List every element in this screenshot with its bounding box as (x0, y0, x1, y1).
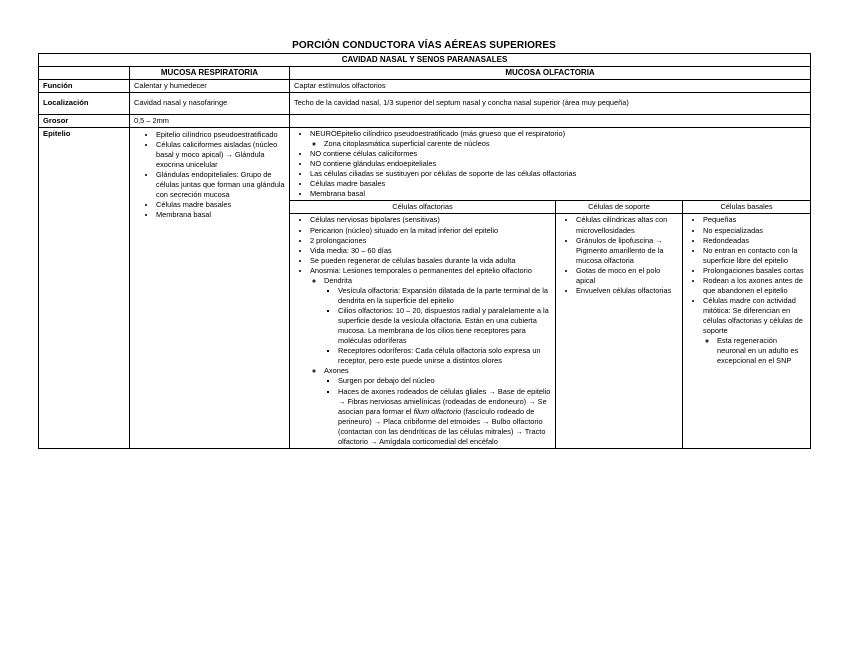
funcion-olfactoria: Captar estímulos olfactorios (290, 80, 811, 93)
subtitle-row (39, 54, 811, 67)
axones-path-text: Haces de axones rodeados de células gliales → Base de epitelio → Fibras nerviosas amielínicas (rodeadas de endoneuro) → Se asocian para formar el (338, 386, 551, 416)
list-item (324, 276, 551, 367)
row-epitelio-general (39, 127, 811, 200)
epitelio-respiratoria (130, 127, 290, 448)
list-item (338, 387, 551, 447)
celulas-basales-list (687, 215, 806, 366)
funcion-respiratoria: Calentar y humedecer (130, 80, 290, 93)
celulas-olfactorias-cell (290, 214, 556, 448)
list-item: • Gotas de moco en el polo apical (576, 266, 678, 286)
header-celulas-basales: Células basales (683, 201, 811, 214)
list-item: • Se pueden regenerar de células basales durante la vida adulta (310, 256, 551, 266)
list-item: ◦ Esta regeneración neuronal en un adulto es excepcional en el SNP (717, 336, 806, 366)
dendrita-label: Dendrita (324, 275, 352, 285)
celulas-olfactorias-list (294, 215, 551, 446)
list-item: • Células caliciformes aisladas (núcleo basal y moco apical) → Glándula exocrina unicelular (156, 140, 285, 170)
list-item: • Gránulos de lipofuscina → Pigmento amarillento de la mucosa olfactoria (576, 236, 678, 266)
header-mucosa-respiratoria: MUCOSA RESPIRATORIA (130, 67, 290, 80)
list-item (310, 266, 551, 447)
list-item: ▪ Vesícula olfactoria: Expansión dilatada de la parte terminal de la dendrita en la superficie del epitelio (338, 286, 551, 306)
localizacion-olfactoria: Techo de la cavidad nasal, 1/3 superior del septum nasal y concha nasal superior (área muy pequeña) (290, 93, 811, 114)
list-item: • Envuelven células olfactorias (576, 286, 678, 296)
list-item: • Células madre basales (156, 200, 285, 210)
row-funcion (39, 80, 811, 93)
celulas-basales-cell (683, 214, 811, 448)
list-item: • Membrana basal (310, 189, 806, 199)
comparison-table (38, 53, 811, 449)
empty-header-cell (39, 67, 130, 80)
row-grosor (39, 114, 811, 127)
dendrita-axones-list (310, 276, 551, 447)
column-header-row (39, 67, 811, 80)
neuroepitelio-sublist (310, 139, 806, 149)
list-item: • Células cilíndricas altas con microvellosidades (576, 215, 678, 235)
axones-sublist (324, 376, 551, 446)
list-item: • NO contiene glándulas endoepiteliales (310, 159, 806, 169)
list-item: • Membrana basal (156, 210, 285, 220)
axones-label: Axones (324, 366, 349, 376)
list-item: ▪ Cilios olfactorios: 10 – 20, dispuestos radial y paralelamente a la superficie desde la vesícula olfactoria. Están en una cubierta mucosa. La membrana de los cilios tiene receptores para moléculas odoríferas (338, 306, 551, 346)
celulas-soporte-cell (556, 214, 683, 448)
page-title: PORCIÓN CONDUCTORA VÍAS AÉREAS SUPERIORES (292, 40, 556, 51)
filum-olfactorio-text: filum olfactorio (413, 406, 462, 416)
list-item: • Vida media: 30 – 60 días (310, 246, 551, 256)
list-item: ◦ Zona citoplasmática superficial carente de núcleos (324, 139, 806, 149)
epitelio-olfactoria-list (294, 129, 806, 199)
header-celulas-olfactorias: Células olfactorias (290, 201, 556, 214)
row-label-funcion: Función (39, 80, 130, 93)
list-item (324, 366, 551, 447)
celulas-soporte-list (560, 215, 678, 296)
list-item: • Células madre basales (310, 179, 806, 189)
grosor-olfactoria (290, 114, 811, 127)
epitelio-respiratoria-list (134, 130, 285, 221)
row-localizacion (39, 93, 811, 114)
list-item: • Células nerviosas bipolares (sensitivas) (310, 215, 551, 225)
celulas-basales-sublist (703, 336, 806, 366)
list-item: • Pericarion (núcleo) situado en la mitad inferior del epitelio (310, 226, 551, 236)
celulas-madre-text: Células madre con actividad mitótica: Se diferencian en células olfactorias y células de soporte (703, 295, 803, 336)
header-celulas-soporte: Células de soporte (556, 201, 683, 214)
list-item: • Glándulas endopiteliales: Grupo de células juntas que forman una glándula con secreción mucosa (156, 170, 285, 200)
list-item: ▪ Surgen por debajo del núcleo (338, 376, 551, 386)
anosmia-text: Anosmia: Lesiones temporales o permanentes del epitelio olfactorio (310, 265, 532, 275)
list-item (703, 296, 806, 366)
list-item: • Rodean a los axones antes de que abandonen el epitelio (703, 276, 806, 296)
list-item (310, 129, 806, 149)
section-subtitle: CAVIDAD NASAL Y SENOS PARANASALES (39, 54, 811, 67)
list-item: • NO contiene células caliciformes (310, 149, 806, 159)
epitelio-olfactoria-general (290, 127, 811, 200)
dendrita-sublist (324, 286, 551, 367)
list-item: • Redondeadas (703, 236, 806, 246)
grosor-respiratoria: 0,5 – 2mm (130, 114, 290, 127)
row-label-localizacion: Localización (39, 93, 130, 114)
localizacion-respiratoria: Cavidad nasal y nasofaringe (130, 93, 290, 114)
list-item: • Pequeñas (703, 215, 806, 225)
row-label-grosor: Grosor (39, 114, 130, 127)
list-item: • Epitelio cilíndrico pseudoestratificado (156, 130, 285, 140)
list-item: • Prolongaciones basales cortas (703, 266, 806, 276)
list-item: ▪ Receptores odoríferos: Cada célula olfactoria solo expresa un receptor, pero este puede unirse a distintos olores (338, 346, 551, 366)
axones-path-text-cont: (fascículo rodeado de perineuro) → Placa cribiforme del etmoides → Bulbo olfactorio (contactan con las dendríticas de las células mitrales) → Tracto olfactorio → Amígdala corticomedial del encéfalo (338, 406, 546, 446)
list-item: • No especializadas (703, 226, 806, 236)
list-item: • 2 prolongaciones (310, 236, 551, 246)
row-label-epitelio: Epitelio (39, 127, 130, 448)
header-mucosa-olfactoria: MUCOSA OLFACTORIA (290, 67, 811, 80)
neuroepitelio-text: NEUROEpitelio cilíndrico pseudoestratificado (más grueso que el respiratorio) (310, 128, 566, 138)
list-item: • No entran en contacto con la superficie libre del epitelio (703, 246, 806, 266)
list-item: • Las células ciliadas se sustituyen por células de soporte de las células olfactorias (310, 169, 806, 179)
